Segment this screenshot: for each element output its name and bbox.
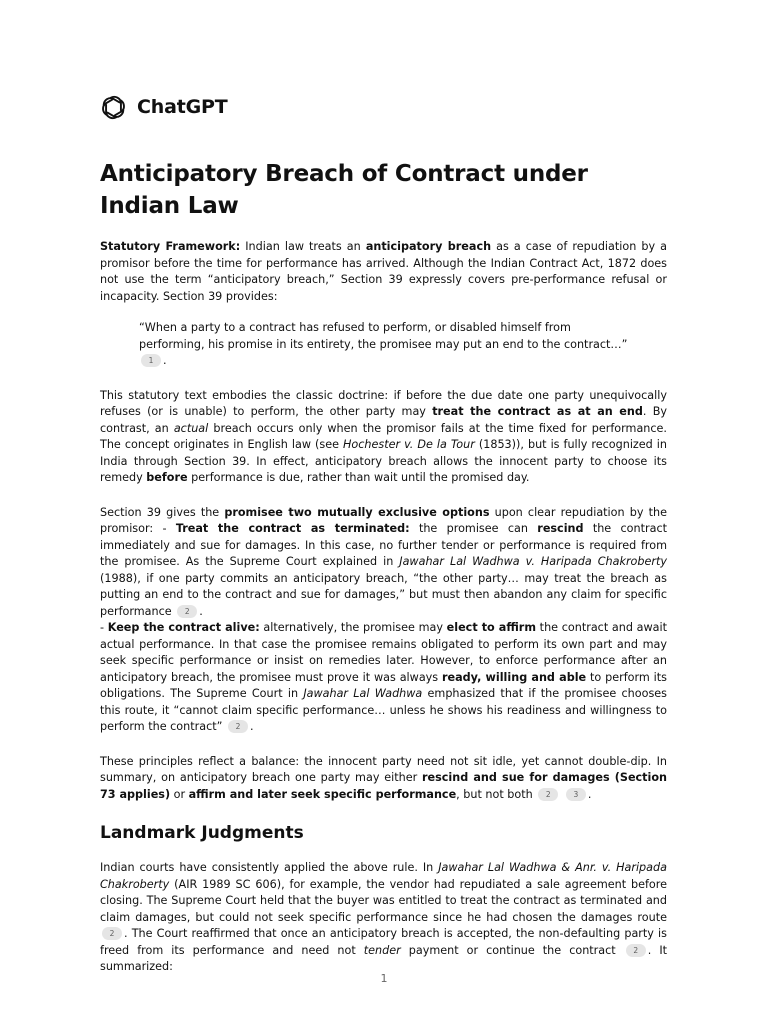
text: . It summarized: [100,943,667,973]
text: the promisee can [409,522,538,535]
text: , but not both [456,787,533,801]
bold-text: affirm and later seek specific performance [188,787,457,801]
text: as a case of repudiation by a promisor before the time for performance has arrived. Although the Indian Contract Act, 1872 does not use the term “anticipatory breach,” Section 39 expressly covers pre-performance refusal or incapacity. Section 39 provides: [100,240,668,303]
paragraph-judgments [100,860,667,976]
quote-text: “When a party to a contract has refused to perform, or disabled himself from performing, his promise in its entirety, the promisee may put an end to the contract…” [139,321,628,351]
page-number: 1 [380,972,388,985]
italic-text: actual [173,421,209,435]
bold-text: ready, willing and able [442,670,587,684]
text: payment or continue the contract [400,943,616,957]
citation-badge[interactable]: 3 [566,788,586,801]
case-name: Hochester v. De la Tour [342,438,475,451]
text: . [249,720,254,733]
text: . [199,604,203,618]
text: . [587,787,592,801]
option-label: Treat the contract as terminated: [175,522,410,535]
section-heading: Landmark Judgments [100,823,304,843]
text: breach occurs only when the promisor fails at the time fixed for performance. The concept originates in English law (see [100,421,667,451]
paragraph-statutory-framework [100,239,667,305]
text: (1988), if one party commits an anticipatory breach, “the other party… may treat the breach as putting an end to the contract and sue for damages,” but must then abandon any claim for specific performance [100,571,667,618]
brand-name: ChatGPT [137,96,228,118]
document-page [100,92,667,976]
text: (AIR 1989 SC 606), for example, the vendor had repudiated a sale agreement before closing. The Supreme Court held that the buyer was entitled to treat the contract as terminated and claim damages, but could not seek specific performance since he had chosen the damages route [100,877,667,924]
text: (1853)), but is fully recognized in India through Section 39. In effect, anticipatory breach allows the innocent party to choose its remedy [100,438,667,484]
paragraph-options [100,505,667,736]
text: alternatively, the promisee may [259,621,447,634]
option-label: Keep the contract alive: [107,621,260,634]
citation-badge[interactable]: 2 [102,927,122,940]
text: Indian courts have consistently applied the above rule. In [100,861,439,874]
text: This statutory text embodies the classic doctrine: if before the due date one party unequivocally refuses (or is unable) to perform, the other party may [100,388,667,418]
bold-text: anticipatory breach [365,240,492,253]
case-name: Jawahar Lal Wadhwa [303,687,423,700]
text: the contract immediately and sue for damages. In this case, no further tender or performance is required from the promisee. As the Supreme Court explained in [100,522,667,568]
bold-text: rescind [537,522,584,535]
italic-text: tender [363,943,401,957]
bold-text: before [146,471,188,484]
text: upon clear repudiation by the promisor: - [100,505,668,535]
paragraph-doctrine [100,388,667,487]
bold-text: promisee two mutually exclusive options [224,505,490,519]
citation-badge[interactable]: 2 [626,944,646,957]
text: These principles reflect a balance: the innocent party need not sit idle, yet cannot double-dip. In summary, on anticipatory breach one party may either [100,754,667,784]
paragraph-balance [100,754,667,804]
text: . [163,354,167,367]
text: emphasized that if the promisee chooses this route, it “cannot claim specific performance… unless he shows his readiness and willingness to perform the contract” [100,687,667,733]
citation-badge[interactable]: 2 [177,605,197,618]
text: Section 39 gives the [100,505,225,519]
document-title: Anticipatory Breach of Contract under Indian Law [100,161,588,219]
citation-badge[interactable]: 2 [228,720,248,733]
case-name: Jawahar Lal Wadhwa & Anr. v. Haripada Chakroberty [100,861,667,891]
text: - [100,621,108,634]
openai-knot-icon [100,94,127,121]
text: . The Court reaffirmed that once an anticipatory breach is accepted, the non-defaulting party is freed from its performance and need not [100,927,667,957]
text: . By contrast, an [100,405,667,435]
bold-text: treat the contract as at an end [432,405,643,418]
lead-label: Statutory Framework: [100,240,241,253]
section-39-quote [139,320,639,370]
bold-text: elect to affirm [446,621,536,634]
case-name: Jawahar Lal Wadhwa v. Haripada Chakroberty [399,555,667,568]
citation-badge[interactable]: 1 [141,354,161,367]
text: Indian law treats an [240,240,366,253]
brand-header [100,92,667,122]
bold-text: rescind and sue for damages (Section 73 applies) [100,771,668,801]
text: performance is due, rather than wait until the promised day. [187,471,530,484]
citation-badge[interactable]: 2 [538,788,558,801]
text: or [170,787,189,801]
text: to perform its obligations. The Supreme Court in [100,670,667,700]
text: the contract and await actual performance. In that case the promisee remains obligated to perform its own part and may seek specific performance or insist on remedies later. However, to enforce performance after an anticipatory breach, the promisee must prove it was always [100,621,668,684]
